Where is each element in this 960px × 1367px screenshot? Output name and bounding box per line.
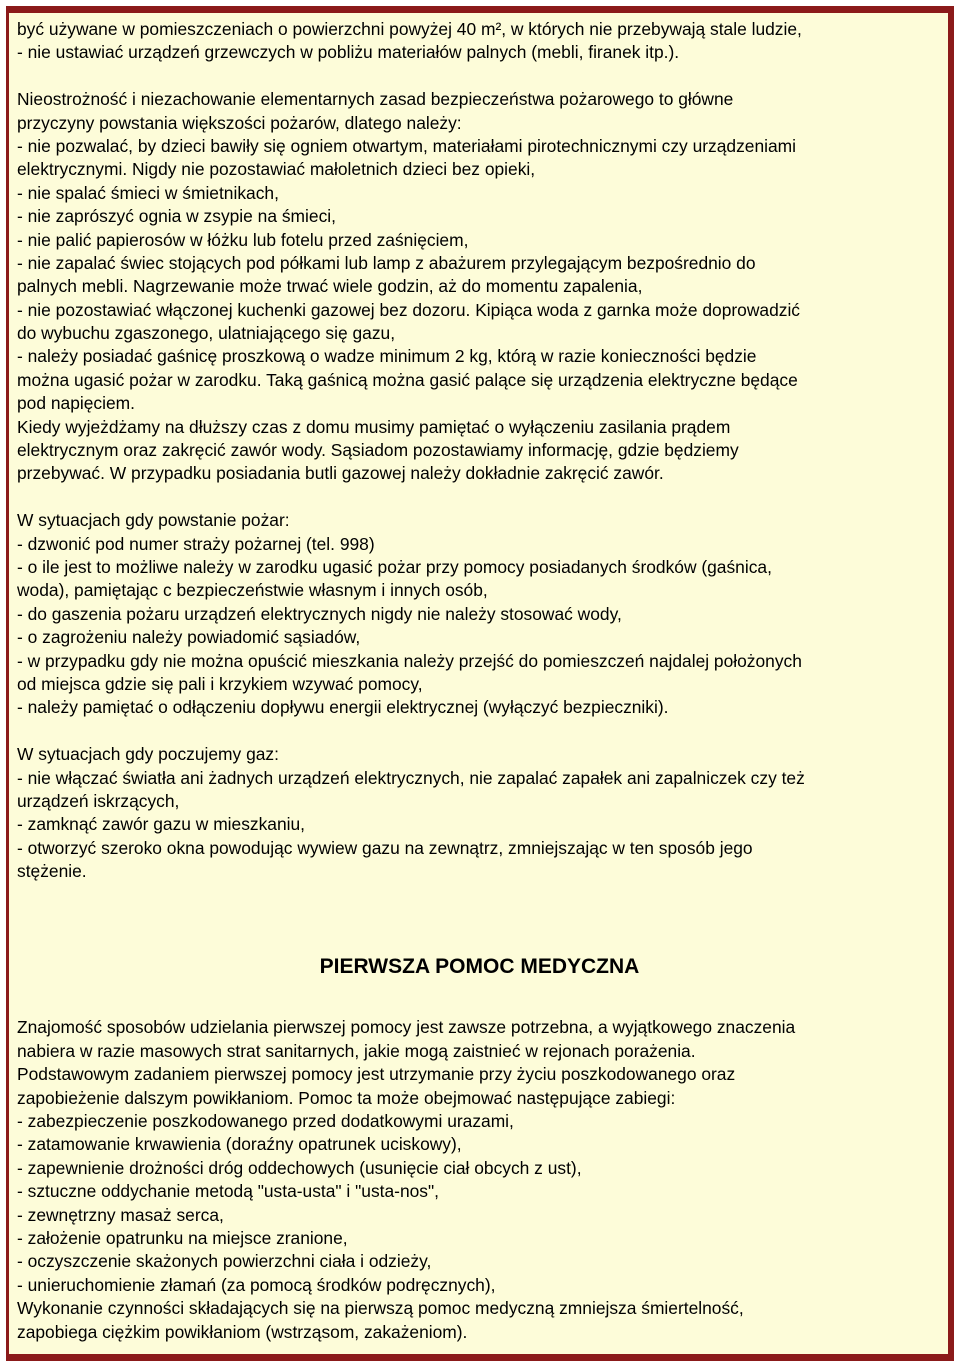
text-line: Podstawowym zadaniem pierwszej pomocy jest utrzymanie przy życiu poszkodowanego oraz	[17, 1064, 736, 1085]
section-heading: PIERWSZA POMOC MEDYCZNA	[319, 955, 640, 979]
paragraph-when-fire	[17, 509, 942, 720]
text-line: - nie ustawiać urządzeń grzewczych w pobliżu materiałów palnych (mebli, firanek itp.).	[17, 42, 680, 63]
text-line: zapobiega ciężkim powikłaniom (wstrząsom, zakażeniom).	[17, 1321, 468, 1342]
text-line: - nie spalać śmieci w śmietnikach,	[17, 182, 279, 203]
text-line: - w przypadku gdy nie można opuścić mieszkania należy przejść do pomieszczeń najdalej położonych	[17, 650, 802, 671]
text-line: - nie zaprószyć ognia w zsypie na śmieci,	[17, 206, 336, 227]
text-line: palnych mebli. Nagrzewanie może trwać wiele godzin, aż do momentu zapalenia,	[17, 276, 643, 297]
text-line: przyczyny powstania większości pożarów, dlatego należy:	[17, 112, 462, 133]
paragraph-when-gas	[17, 743, 942, 883]
text-line: Kiedy wyjeżdżamy na dłuższy czas z domu musimy pamiętać o wyłączeniu zasilania prądem	[17, 416, 731, 437]
text-line: - nie włączać światła ani żadnych urządzeń elektrycznych, nie zapalać zapałek ani zapalniczek czy też	[17, 767, 805, 788]
text-line: stężenie.	[17, 861, 87, 882]
text-line: można ugasić pożar w zarodku. Taką gaśnicą można gasić palące się urządzenia elektryczne będące	[17, 369, 798, 390]
text-line: zapobieżenie dalszym powikłaniom. Pomoc ta może obejmować następujące zabiegi:	[17, 1087, 676, 1108]
paragraph-fire-intro-continuation	[17, 18, 942, 65]
text-line: urządzeń iskrzących,	[17, 790, 180, 811]
text-line: - sztuczne oddychanie metodą "usta-usta" i "usta-nos",	[17, 1181, 439, 1202]
text-line: - nie palić papierosów w łóżku lub fotelu przed zaśnięciem,	[17, 229, 469, 250]
text-line: - nie zapalać świec stojących pod półkami lub lamp z abażurem przylegającym bezpośrednio do	[17, 252, 756, 273]
text-line: - nie pozwalać, by dzieci bawiły się ogniem otwartym, materiałami pirotechnicznymi czy urządzeniami	[17, 135, 797, 156]
text-line: - unieruchomienie złamań (za pomocą środków podręcznych),	[17, 1274, 496, 1295]
text-line: - należy pamiętać o odłączeniu dopływu energii elektrycznej (wyłączyć bezpieczniki).	[17, 697, 669, 718]
text-line: - oczyszczenie skażonych powierzchni ciała i odzieży,	[17, 1251, 432, 1272]
paragraph-first-aid	[17, 1016, 942, 1343]
text-line: - dzwonić pod numer straży pożarnej (tel. 998)	[17, 533, 375, 554]
text-line: - do gaszenia pożaru urządzeń elektrycznych nigdy nie należy stosować wody,	[17, 603, 622, 624]
text-line: W sytuacjach gdy poczujemy gaz:	[17, 744, 279, 765]
text-line: elektrycznymi. Nigdy nie pozostawiać małoletnich dzieci bez opieki,	[17, 159, 536, 180]
text-line: - zamknąć zawór gazu w mieszkaniu,	[17, 814, 306, 835]
text-line: do wybuchu zgaszonego, ulatniającego się gazu,	[17, 323, 396, 344]
text-line: pod napięciem.	[17, 393, 135, 414]
document-body	[17, 18, 942, 1344]
text-line: - o ile jest to możliwe należy w zarodku ugasić pożar przy pomocy posiadanych środków (gaśnica,	[17, 556, 772, 577]
text-line: być używane w pomieszczeniach o powierzchni powyżej 40 m², w których nie przebywają stale ludzie,	[17, 19, 802, 39]
paragraph-fire-prevention	[17, 88, 942, 486]
text-line: - zapewnienie drożności dróg oddechowych (usunięcie ciał obcych z ust),	[17, 1157, 582, 1178]
text-line: - nie pozostawiać włączonej kuchenki gazowej bez dozoru. Kipiąca woda z garnka może doprowadzić	[17, 299, 801, 320]
text-line: - zabezpieczenie poszkodowanego przed dodatkowymi urazami,	[17, 1111, 514, 1132]
text-line: Wykonanie czynności składających się na pierwszą pomoc medyczną zmniejsza śmiertelność,	[17, 1298, 744, 1319]
text-line: - zewnętrzny masaż serca,	[17, 1204, 224, 1225]
text-line: - należy posiadać gaśnicę proszkową o wadze minimum 2 kg, którą w razie konieczności będzie	[17, 346, 757, 367]
text-line: Nieostrożność i niezachowanie elementarnych zasad bezpieczeństwa pożarowego to główne	[17, 89, 734, 110]
text-line: woda), pamiętając c bezpieczeństwie własnym i innych osób,	[17, 580, 488, 601]
text-line: elektrycznym oraz zakręcić zawór wody. Sąsiadom pozostawiamy informację, gdzie będziemy	[17, 440, 739, 461]
text-line: Znajomość sposobów udzielania pierwszej pomocy jest zawsze potrzebna, a wyjątkowego znaczenia	[17, 1017, 796, 1038]
text-line: W sytuacjach gdy powstanie pożar:	[17, 510, 290, 531]
text-line: nabiera w razie masowych strat sanitarnych, jakie mogą zaistnieć w rejonach porażenia.	[17, 1040, 696, 1061]
text-line: przebywać. W przypadku posiadania butli gazowej należy dokładnie zakręcić zawór.	[17, 463, 664, 484]
text-line: - założenie opatrunku na miejsce zranione,	[17, 1227, 348, 1248]
text-line: - zatamowanie krwawienia (doraźny opatrunek uciskowy),	[17, 1134, 462, 1155]
text-line: od miejsca gdzie się pali i krzykiem wzywać pomocy,	[17, 673, 423, 694]
text-line: - o zagrożeniu należy powiadomić sąsiadów,	[17, 627, 361, 648]
text-line: - otworzyć szeroko okna powodując wywiew gazu na zewnątrz, zmniejszając w ten sposób jego	[17, 837, 753, 858]
